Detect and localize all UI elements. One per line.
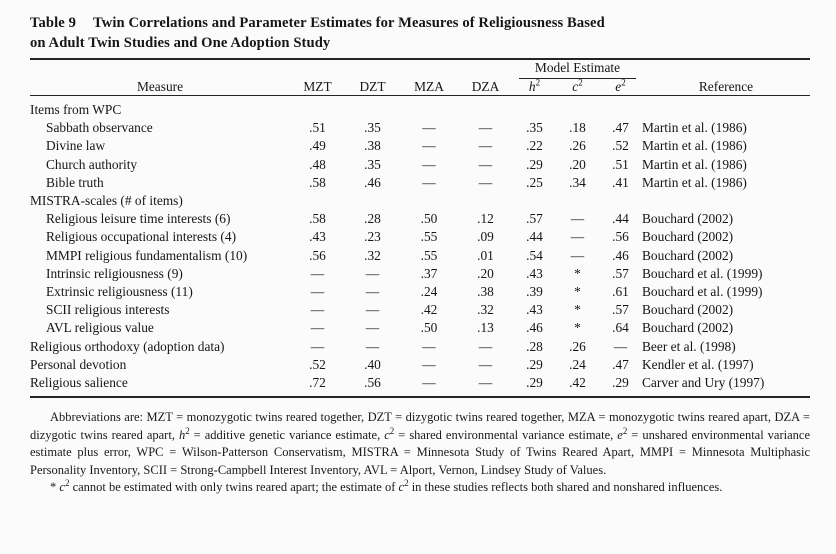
- dza-cell: .20: [477, 265, 494, 281]
- measure-cell: Religious orthodoxy (adoption data): [30, 338, 225, 354]
- measure-cell: MISTRA-scales (# of items): [30, 193, 183, 209]
- mzt-cell: —: [310, 302, 325, 318]
- table-row: [30, 210, 810, 228]
- table-number: Table 9: [30, 15, 76, 31]
- h2-cell: [513, 192, 556, 210]
- dzt-cell: .40: [364, 356, 381, 372]
- e2-cell: .46: [612, 247, 629, 263]
- e2-cell: .47: [612, 120, 629, 136]
- e2-cell: .44: [612, 211, 629, 227]
- table-header: [30, 59, 810, 96]
- mzt-cell: .58: [309, 174, 326, 190]
- measure-cell: Extrinsic religiousness (11): [46, 284, 193, 300]
- reference-cell: Bouchard (2002): [642, 211, 734, 227]
- h2-cell: .44: [526, 229, 543, 245]
- mza-cell: —: [422, 375, 436, 391]
- mzt-cell: —: [310, 265, 325, 281]
- dzt-cell: .38: [364, 138, 381, 154]
- h2-cell: .39: [526, 284, 543, 300]
- h2-cell: .22: [526, 138, 543, 154]
- reference-cell: Carver and Ury (1997): [642, 375, 765, 391]
- measure-cell: Items from WPC: [30, 102, 122, 117]
- table-row: [30, 265, 810, 283]
- mzt-cell: .43: [309, 229, 326, 245]
- mzt-cell: .51: [309, 120, 326, 136]
- model-estimate-label: Model Estimate: [519, 60, 636, 79]
- e2-cell: .29: [612, 375, 629, 391]
- dza-cell: —: [478, 138, 493, 154]
- table-row: [30, 174, 810, 192]
- dzt-cell: —: [365, 320, 380, 336]
- mzt-cell: .56: [309, 247, 326, 263]
- reference-cell: Bouchard (2002): [642, 320, 734, 336]
- table-row: [30, 319, 810, 337]
- mza-cell: —: [422, 138, 436, 154]
- mzt-cell: .58: [309, 211, 326, 227]
- mza-cell: —: [422, 356, 436, 372]
- c2-cell: *: [574, 320, 581, 336]
- table-row: [30, 374, 810, 397]
- h2-cell: .35: [526, 120, 543, 136]
- measure-cell: Personal devotion: [30, 356, 127, 372]
- mza-cell: —: [422, 156, 436, 172]
- measure-cell: MMPI religious fundamentalism (10): [46, 247, 248, 263]
- table-row: [30, 283, 810, 301]
- dza-cell: .01: [477, 247, 494, 263]
- dza-cell: .32: [477, 302, 494, 318]
- e2-cell: .57: [612, 302, 629, 318]
- column-header-c2: $c^2$: [556, 79, 599, 96]
- c2-cell: .24: [569, 356, 586, 372]
- column-header-dzt: DZT: [345, 79, 400, 96]
- measure-cell: Bible truth: [46, 174, 104, 190]
- table-footnotes: [30, 409, 810, 497]
- column-header-h2: $h^2$: [513, 79, 556, 96]
- dza-cell: —: [478, 174, 493, 190]
- e2-cell: .56: [612, 229, 629, 245]
- mza-cell: —: [422, 120, 436, 136]
- measure-cell: Intrinsic religiousness (9): [46, 265, 183, 281]
- dza-cell: .09: [477, 229, 494, 245]
- mzt-cell: —: [310, 320, 325, 336]
- table-row: [30, 247, 810, 265]
- column-header-mzt: MZT: [290, 79, 345, 96]
- section-row: [30, 96, 810, 120]
- e2-cell: —: [613, 338, 628, 354]
- mzt-cell: [290, 192, 345, 210]
- abbreviations-note: Abbreviations are: MZT = monozygotic twins reared together, DZT = dizygotic twins reared together, MZA = monozygotic twins reared apart, DZA = dizygotic twins reared apart, $h^2$ = additive genetic variance estimate, $c^2$ = shared environmental variance estimate, $e^2$ = unshared environmental variance estimate plus error, WPC = Wilson-Patterson Conservatism, MISTRA = Minnesota Study of Twins Reared Apart, MMPI = Minnesota Multiphasic Personality Inventory, SCII = Strong-Campbell Interest Inventory, AVL = Alport, Vernon, Lindsey Study of Values.: [30, 410, 811, 477]
- mza-cell: .24: [420, 284, 438, 300]
- group-header-row: [30, 59, 810, 79]
- e2-cell: .64: [612, 320, 629, 336]
- reference-cell: [642, 192, 810, 210]
- dzt-cell: [345, 192, 400, 210]
- column-header-measure: Measure: [30, 79, 290, 96]
- dza-cell: [458, 192, 513, 210]
- spacer-cell: [400, 59, 458, 79]
- dza-cell: .13: [477, 320, 494, 336]
- e2-cell: .51: [612, 156, 629, 172]
- dzt-cell: —: [365, 284, 380, 300]
- h2-cell: .54: [526, 247, 543, 263]
- mza-cell: .42: [420, 302, 438, 318]
- dzt-cell: —: [365, 265, 380, 281]
- mza-cell: —: [422, 174, 436, 190]
- h2-cell: .57: [526, 211, 543, 227]
- dzt-cell: .56: [364, 375, 381, 391]
- h2-cell: [513, 96, 556, 120]
- results-table: [30, 58, 810, 398]
- reference-cell: Martin et al. (1986): [642, 156, 747, 172]
- c2-cell: [556, 96, 599, 120]
- measure-cell: Divine law: [46, 138, 106, 154]
- dzt-cell: .32: [364, 247, 381, 263]
- dzt-cell: .46: [364, 174, 381, 190]
- c2-cell: —: [570, 247, 585, 263]
- c2-cell: —: [570, 229, 585, 245]
- c2-cell: .26: [569, 138, 586, 154]
- dza-cell: —: [478, 356, 493, 372]
- reference-cell: Kendler et al. (1997): [642, 356, 754, 372]
- h2-cell: .29: [526, 356, 543, 372]
- mza-cell: .37: [420, 265, 438, 281]
- table-row: [30, 356, 810, 374]
- mza-cell: [400, 96, 458, 120]
- mzt-cell: —: [310, 284, 325, 300]
- mza-cell: .55: [420, 247, 438, 263]
- reference-cell: Bouchard et al. (1999): [642, 265, 763, 281]
- measure-cell: AVL religious value: [46, 320, 154, 336]
- dza-cell: [458, 96, 513, 120]
- reference-cell: Martin et al. (1986): [642, 120, 747, 136]
- spacer-cell: [458, 59, 513, 79]
- measure-cell: SCII religious interests: [46, 302, 170, 318]
- h2-cell: .46: [526, 320, 543, 336]
- mza-cell: .50: [420, 320, 438, 336]
- table-title: [30, 13, 810, 53]
- spacer-cell: [30, 59, 290, 79]
- c2-cell: *: [574, 284, 581, 300]
- title-line2: on Adult Twin Studies and One Adoption Study: [30, 35, 331, 51]
- reference-cell: Martin et al. (1986): [642, 174, 747, 190]
- c2-cell: *: [574, 302, 581, 318]
- column-header-dza: DZA: [458, 79, 513, 96]
- table-row: [30, 228, 810, 246]
- title-line1: [30, 13, 810, 33]
- dza-cell: —: [478, 156, 493, 172]
- spacer-cell: [642, 59, 810, 79]
- column-header-mza: MZA: [400, 79, 458, 96]
- h2-cell: .29: [526, 156, 543, 172]
- table-row: [30, 301, 810, 319]
- c2-cell: .26: [569, 338, 586, 354]
- h2-cell: .28: [526, 338, 543, 354]
- c2-cell: [556, 192, 599, 210]
- measure-cell: Religious leisure time interests (6): [46, 211, 231, 227]
- e2-cell: [599, 96, 642, 120]
- measure-cell: Church authority: [46, 156, 138, 172]
- title-text: Twin Correlations and Parameter Estimates for Measures of Religiousness Based: [92, 15, 605, 31]
- dza-cell: .12: [477, 211, 494, 227]
- mzt-cell: .72: [309, 375, 326, 391]
- dza-cell: —: [478, 338, 493, 354]
- table-row: [30, 119, 810, 137]
- table-body: [30, 96, 810, 398]
- e2-cell: .41: [612, 174, 629, 190]
- e2-cell: .57: [612, 265, 629, 281]
- e2-cell: .52: [612, 138, 629, 154]
- spacer-cell: [345, 59, 400, 79]
- mzt-cell: .48: [309, 156, 326, 172]
- mza-cell: .55: [420, 229, 438, 245]
- dzt-cell: [345, 96, 400, 120]
- table-row: [30, 156, 810, 174]
- mza-cell: [400, 192, 458, 210]
- reference-cell: Beer et al. (1998): [642, 338, 736, 354]
- c2-cell: —: [570, 211, 585, 227]
- asterisk-note: * $c^2$ cannot be estimated with only twins reared apart; the estimate of $c^2$ in these studies reflects both shared and nonshared influences.: [50, 478, 723, 495]
- dzt-cell: .28: [364, 211, 381, 227]
- dzt-cell: .23: [364, 229, 381, 245]
- measure-cell: Religious occupational interests (4): [46, 229, 237, 245]
- c2-cell: .18: [569, 120, 586, 136]
- mzt-cell: .52: [309, 356, 326, 372]
- dzt-cell: —: [365, 302, 380, 318]
- e2-cell: .61: [612, 284, 629, 300]
- e2-cell: .47: [612, 356, 629, 372]
- reference-cell: Martin et al. (1986): [642, 138, 747, 154]
- dza-cell: —: [478, 375, 493, 391]
- dza-cell: .38: [477, 284, 494, 300]
- c2-cell: .20: [569, 156, 586, 172]
- model-estimate-group-header: [513, 59, 642, 79]
- h2-cell: .43: [526, 302, 543, 318]
- column-header-row: [30, 79, 810, 96]
- h2-cell: .43: [526, 265, 543, 281]
- mzt-cell: —: [310, 338, 325, 354]
- reference-cell: [642, 96, 810, 120]
- measure-cell: Sabbath observance: [46, 120, 153, 136]
- table-row: [30, 338, 810, 356]
- h2-cell: .29: [526, 375, 543, 391]
- c2-cell: .34: [569, 174, 586, 190]
- c2-cell: *: [574, 265, 581, 281]
- column-header-e2: $e^2$: [599, 79, 642, 96]
- reference-cell: Bouchard et al. (1999): [642, 284, 763, 300]
- mza-cell: .50: [420, 211, 438, 227]
- mzt-cell: .49: [309, 138, 326, 154]
- mza-cell: —: [422, 338, 436, 354]
- reference-cell: Bouchard (2002): [642, 247, 734, 263]
- reference-cell: Bouchard (2002): [642, 229, 734, 245]
- dzt-cell: —: [365, 338, 380, 354]
- h2-cell: .25: [526, 174, 543, 190]
- column-header-reference: Reference: [642, 79, 810, 96]
- dza-cell: —: [478, 120, 493, 136]
- c2-cell: .42: [569, 375, 586, 391]
- mzt-cell: [290, 96, 345, 120]
- measure-cell: Religious salience: [30, 375, 128, 391]
- spacer-cell: [290, 59, 345, 79]
- section-row: [30, 192, 810, 210]
- table-row: [30, 137, 810, 155]
- e2-cell: [599, 192, 642, 210]
- dzt-cell: .35: [364, 120, 381, 136]
- reference-cell: Bouchard (2002): [642, 302, 734, 318]
- dzt-cell: .35: [364, 156, 381, 172]
- document-page: [30, 13, 810, 497]
